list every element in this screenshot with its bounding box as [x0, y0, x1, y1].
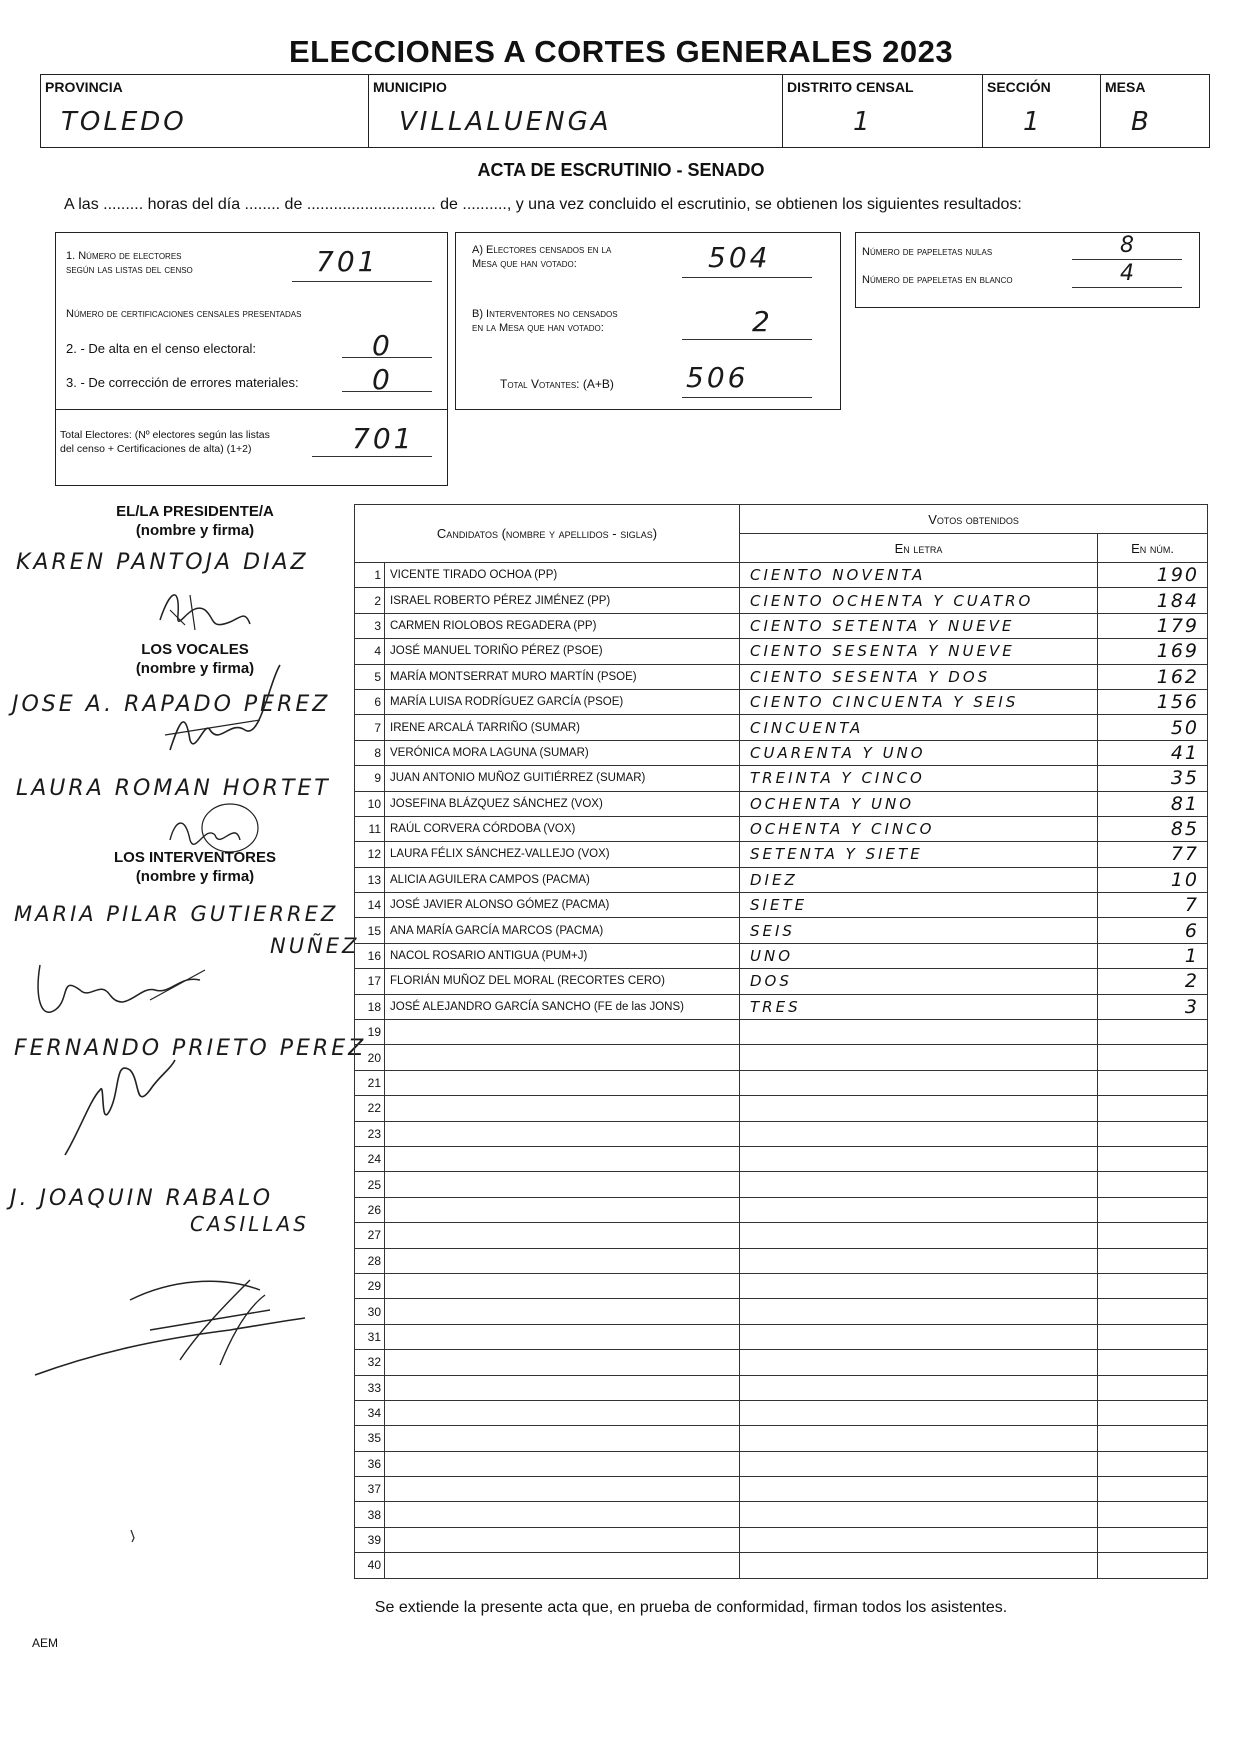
table-row — [355, 1375, 1208, 1400]
candidate-name: ANA MARÍA GARCÍA MARCOS (PACMA) — [385, 918, 740, 943]
row-number: 23 — [355, 1121, 385, 1146]
row-number: 12 — [355, 842, 385, 867]
votes-number: 162 — [1098, 664, 1208, 689]
row-number: 28 — [355, 1248, 385, 1273]
nulas-label: Número de papeletas nulas — [862, 246, 993, 258]
votes-letters — [740, 1324, 1098, 1349]
interventor3-name-line1: J. JOAQUIN RABALO — [10, 1186, 274, 1211]
votes-number: 3 — [1098, 994, 1208, 1019]
row-number: 35 — [355, 1426, 385, 1451]
votes-number — [1098, 1020, 1208, 1045]
candidate-name: JUAN ANTONIO MUÑOZ GUITIÉRREZ (SUMAR) — [385, 766, 740, 791]
votes-letters: SIETE — [740, 893, 1098, 918]
votes-letters: UNO — [740, 943, 1098, 968]
interventor2-signature — [60, 1050, 190, 1160]
row-number: 17 — [355, 969, 385, 994]
votes-letters — [740, 1121, 1098, 1146]
votes-letters: CIENTO SESENTA Y NUEVE — [740, 639, 1098, 664]
table-row — [355, 918, 1208, 943]
row-number: 11 — [355, 816, 385, 841]
vocales-subtitle: (nombre y firma) — [135, 660, 255, 677]
candidate-name — [385, 1375, 740, 1400]
candidate-name — [385, 1146, 740, 1171]
votes-letters — [740, 1553, 1098, 1578]
votantes-b-line — [682, 309, 812, 340]
correccion-label: 3. - De corrección de errores materiales: — [66, 375, 299, 390]
candidate-name: FLORIÁN MUÑOZ DEL MORAL (RECORTES CERO) — [385, 969, 740, 994]
row-number: 37 — [355, 1477, 385, 1502]
votes-letters: CIENTO CINCUENTA Y SEIS — [740, 689, 1098, 714]
votes-number: 35 — [1098, 766, 1208, 791]
total-electores-line2: del censo + Certificaciones de alta) (1+2) — [60, 443, 252, 455]
correccion-value: 0 — [372, 363, 393, 396]
table-row — [355, 1273, 1208, 1298]
table-row — [355, 740, 1208, 765]
votes-number: 81 — [1098, 791, 1208, 816]
votes-number — [1098, 1299, 1208, 1324]
interventores-title: LOS INTERVENTORES — [114, 849, 276, 866]
table-row — [355, 1400, 1208, 1425]
votes-number: 6 — [1098, 918, 1208, 943]
votes-letters: CUARENTA Y UNO — [740, 740, 1098, 765]
votes-number: 50 — [1098, 715, 1208, 740]
candidate-name — [385, 1502, 740, 1527]
interventores-subtitle: (nombre y firma) — [135, 868, 255, 885]
electores-box — [55, 232, 448, 410]
municipio-label: MUNICIPIO — [373, 79, 447, 95]
table-row — [355, 1045, 1208, 1070]
votes-number — [1098, 1121, 1208, 1146]
vocal1-name: JOSE A. RAPADO PEREZ — [12, 692, 331, 717]
votes-letters — [740, 1451, 1098, 1476]
table-row — [355, 1172, 1208, 1197]
table-row — [355, 766, 1208, 791]
row-number: 14 — [355, 893, 385, 918]
candidate-name — [385, 1172, 740, 1197]
votes-number — [1098, 1553, 1208, 1578]
header-box — [40, 74, 1210, 148]
votes-letters — [740, 1172, 1098, 1197]
votantes-b-value: 2 — [752, 305, 773, 338]
mesa-value: B — [1131, 107, 1152, 137]
votes-letters: TRES — [740, 994, 1098, 1019]
table-row — [355, 1527, 1208, 1552]
papeletas-box — [855, 232, 1200, 308]
row-number: 10 — [355, 791, 385, 816]
candidate-name: VICENTE TIRADO OCHOA (PP) — [385, 563, 740, 588]
candidates-table — [354, 504, 1208, 1579]
certificaciones-label: Número de certificaciones censales presentadas — [66, 308, 302, 320]
votes-number — [1098, 1324, 1208, 1349]
table-row — [355, 1146, 1208, 1171]
votes-number — [1098, 1375, 1208, 1400]
table-row — [355, 1350, 1208, 1375]
votes-letters: CIENTO NOVENTA — [740, 563, 1098, 588]
total-votantes-value: 506 — [686, 361, 749, 394]
row-number: 33 — [355, 1375, 385, 1400]
row-number: 26 — [355, 1197, 385, 1222]
votes-letters: OCHENTA Y UNO — [740, 791, 1098, 816]
votes-number — [1098, 1451, 1208, 1476]
seccion-label: SECCIÓN — [987, 79, 1051, 95]
table-row — [355, 1096, 1208, 1121]
votantes-box — [455, 232, 841, 410]
candidate-name: LAURA FÉLIX SÁNCHEZ-VALLEJO (VOX) — [385, 842, 740, 867]
votes-number — [1098, 1273, 1208, 1298]
votantes-a-value: 504 — [708, 241, 771, 274]
electores-label-line1: 1. Número de electores — [66, 250, 182, 262]
votes-letters — [740, 1197, 1098, 1222]
seccion-cell — [983, 75, 1101, 147]
votes-number — [1098, 1477, 1208, 1502]
table-row — [355, 1477, 1208, 1502]
row-number: 36 — [355, 1451, 385, 1476]
votes-number — [1098, 1223, 1208, 1248]
presidente-role — [90, 502, 300, 540]
candidate-name — [385, 1400, 740, 1425]
candidate-name — [385, 1451, 740, 1476]
votes-number: 41 — [1098, 740, 1208, 765]
ink-mark — [128, 1528, 138, 1544]
blanco-label: Número de papeletas en blanco — [862, 274, 1013, 286]
row-number: 16 — [355, 943, 385, 968]
candidate-name — [385, 1045, 740, 1070]
candidate-name: RAÚL CORVERA CÓRDOBA (VOX) — [385, 816, 740, 841]
votes-number: 156 — [1098, 689, 1208, 714]
col-candidatos: Candidatos (nombre y apellidos - siglas) — [355, 505, 740, 563]
votes-number — [1098, 1400, 1208, 1425]
candidate-name: IRENE ARCALÁ TARRIÑO (SUMAR) — [385, 715, 740, 740]
votes-letters: SEIS — [740, 918, 1098, 943]
footer-text: Se extiende la presente acta que, en prueba de conformidad, firman todos los asistentes. — [374, 1599, 1008, 1616]
alta-label: 2. - De alta en el censo electoral: — [66, 341, 257, 356]
acta-subtitle: ACTA DE ESCRUTINIO - SENADO — [477, 160, 765, 180]
total-electores-label — [60, 428, 270, 456]
candidate-name: JOSEFINA BLÁZQUEZ SÁNCHEZ (VOX) — [385, 791, 740, 816]
vocales-title: LOS VOCALES — [141, 641, 249, 658]
presidente-title: EL/LA PRESIDENTE/A — [116, 503, 274, 520]
distrito-label: DISTRITO CENSAL — [787, 79, 914, 95]
table-row — [355, 1248, 1208, 1273]
votes-letters: SETENTA Y SIETE — [740, 842, 1098, 867]
row-number: 32 — [355, 1350, 385, 1375]
votes-letters — [740, 1223, 1098, 1248]
row-number: 4 — [355, 639, 385, 664]
votes-letters: CIENTO SESENTA Y DOS — [740, 664, 1098, 689]
votes-letters: CIENTO OCHENTA Y CUATRO — [740, 588, 1098, 613]
votes-letters — [740, 1502, 1098, 1527]
row-number: 20 — [355, 1045, 385, 1070]
table-row — [355, 588, 1208, 613]
candidate-name — [385, 1273, 740, 1298]
seccion-value: 1 — [1023, 107, 1043, 137]
candidate-name — [385, 1324, 740, 1349]
row-number: 39 — [355, 1527, 385, 1552]
votes-letters — [740, 1400, 1098, 1425]
row-number: 38 — [355, 1502, 385, 1527]
votes-letters — [740, 1070, 1098, 1095]
table-row — [355, 1324, 1208, 1349]
row-number: 15 — [355, 918, 385, 943]
provincia-value: TOLEDO — [61, 107, 187, 137]
votes-letters — [740, 1527, 1098, 1552]
candidate-name: ALICIA AGUILERA CAMPOS (PACMA) — [385, 867, 740, 892]
nulas-value: 8 — [1120, 233, 1137, 258]
votes-number — [1098, 1070, 1208, 1095]
row-number: 24 — [355, 1146, 385, 1171]
votes-letters — [740, 1045, 1098, 1070]
candidate-name — [385, 1223, 740, 1248]
interventores-role — [90, 848, 300, 886]
table-row — [355, 1451, 1208, 1476]
table-row — [355, 664, 1208, 689]
votes-number — [1098, 1146, 1208, 1171]
votantes-a-line1: A) Electores censados en la — [472, 244, 612, 256]
electores-label — [66, 249, 193, 277]
votes-letters: TREINTA Y CINCO — [740, 766, 1098, 791]
votes-number: 184 — [1098, 588, 1208, 613]
row-number: 9 — [355, 766, 385, 791]
votes-number: 169 — [1098, 639, 1208, 664]
municipio-cell — [369, 75, 783, 147]
total-electores-value: 701 — [352, 422, 415, 455]
row-number: 34 — [355, 1400, 385, 1425]
table-row — [355, 994, 1208, 1019]
table-row — [355, 1020, 1208, 1045]
interventor1-name-line2: NUÑEZ — [270, 934, 360, 958]
votes-number: 10 — [1098, 867, 1208, 892]
row-number: 30 — [355, 1299, 385, 1324]
candidate-name — [385, 1096, 740, 1121]
mesa-label: MESA — [1105, 79, 1146, 95]
row-number: 27 — [355, 1223, 385, 1248]
votes-letters — [740, 1020, 1098, 1045]
votes-letters — [740, 1350, 1098, 1375]
votantes-b-line1: B) Interventores no censados — [472, 308, 618, 320]
candidate-name — [385, 1070, 740, 1095]
table-row — [355, 1502, 1208, 1527]
table-row — [355, 943, 1208, 968]
row-number: 22 — [355, 1096, 385, 1121]
votes-number — [1098, 1197, 1208, 1222]
candidate-name: JOSÉ JAVIER ALONSO GÓMEZ (PACMA) — [385, 893, 740, 918]
row-number: 29 — [355, 1273, 385, 1298]
vocal1-signature — [150, 660, 290, 760]
votes-letters — [740, 1426, 1098, 1451]
total-votantes-label: Total Votantes: (A+B) — [500, 377, 614, 391]
vocal2-name: LAURA ROMAN HORTET — [16, 776, 331, 801]
votes-number: 190 — [1098, 563, 1208, 588]
votes-number — [1098, 1527, 1208, 1552]
table-row — [355, 689, 1208, 714]
votes-number — [1098, 1172, 1208, 1197]
table-row — [355, 816, 1208, 841]
candidate-name: NACOL ROSARIO ANTIGUA (PUM+J) — [385, 943, 740, 968]
interventor3-signature — [30, 1270, 310, 1380]
votes-letters — [740, 1146, 1098, 1171]
municipio-value: VILLALUENGA — [399, 107, 612, 137]
votes-number — [1098, 1502, 1208, 1527]
votes-letters: OCHENTA Y CINCO — [740, 816, 1098, 841]
votes-letters: CINCUENTA — [740, 715, 1098, 740]
interventor1-name-line1: MARIA PILAR GUTIERREZ — [14, 902, 339, 926]
candidate-name: MARÍA MONTSERRAT MURO MARTÍN (PSOE) — [385, 664, 740, 689]
row-number: 6 — [355, 689, 385, 714]
table-row — [355, 791, 1208, 816]
table-row — [355, 969, 1208, 994]
candidate-name — [385, 1350, 740, 1375]
votantes-a-label — [472, 243, 611, 271]
interventor3-name-line2: CASILLAS — [190, 1212, 309, 1236]
row-number: 13 — [355, 867, 385, 892]
candidate-name: CARMEN RIOLOBOS REGADERA (PP) — [385, 613, 740, 638]
aem-mark: AEM — [32, 1636, 59, 1650]
row-number: 18 — [355, 994, 385, 1019]
votes-letters: DIEZ — [740, 867, 1098, 892]
row-number: 8 — [355, 740, 385, 765]
table-row — [355, 1197, 1208, 1222]
votes-number: 85 — [1098, 816, 1208, 841]
table-row — [355, 1121, 1208, 1146]
votantes-b-label — [472, 307, 618, 335]
votes-number — [1098, 1426, 1208, 1451]
votes-number: 77 — [1098, 842, 1208, 867]
row-number: 31 — [355, 1324, 385, 1349]
distrito-value: 1 — [853, 107, 873, 137]
table-row — [355, 1426, 1208, 1451]
candidate-name: VERÓNICA MORA LAGUNA (SUMAR) — [385, 740, 740, 765]
electores-label-line2: según las listas del censo — [66, 264, 193, 276]
table-row — [355, 1553, 1208, 1578]
table-row — [355, 563, 1208, 588]
table-row — [355, 639, 1208, 664]
table-row — [355, 1223, 1208, 1248]
candidate-name — [385, 1299, 740, 1324]
distrito-cell — [783, 75, 983, 147]
votes-number: 1 — [1098, 943, 1208, 968]
col-votos: Votos obtenidos — [740, 505, 1208, 534]
votes-number — [1098, 1248, 1208, 1273]
votes-letters — [740, 1477, 1098, 1502]
votes-number — [1098, 1045, 1208, 1070]
row-number: 40 — [355, 1553, 385, 1578]
votes-letters — [740, 1375, 1098, 1400]
table-row — [355, 867, 1208, 892]
presidente-signature — [150, 580, 260, 640]
col-num: En núm. — [1098, 534, 1208, 563]
interventor2-name: FERNANDO PRIETO PEREZ — [14, 1036, 367, 1061]
row-number: 5 — [355, 664, 385, 689]
candidate-name: JOSÉ MANUEL TORIÑO PÉREZ (PSOE) — [385, 639, 740, 664]
electores-value: 701 — [316, 245, 379, 278]
row-number: 19 — [355, 1020, 385, 1045]
row-number: 1 — [355, 563, 385, 588]
table-row — [355, 893, 1208, 918]
votantes-b-line2: en la Mesa que han votado: — [472, 322, 604, 334]
total-electores-line1: Total Electores: (Nº electores según las listas — [60, 429, 270, 441]
votes-number: 179 — [1098, 613, 1208, 638]
row-number: 21 — [355, 1070, 385, 1095]
provincia-cell — [41, 75, 369, 147]
candidate-name — [385, 1248, 740, 1273]
row-number: 7 — [355, 715, 385, 740]
votes-letters: DOS — [740, 969, 1098, 994]
col-letra: En letra — [740, 534, 1098, 563]
document-title: ELECCIONES A CORTES GENERALES 2023 — [288, 34, 954, 69]
votantes-a-line2: Mesa que han votado: — [472, 258, 577, 270]
mesa-cell — [1101, 75, 1211, 147]
votes-letters — [740, 1299, 1098, 1324]
table-row — [355, 842, 1208, 867]
table-row — [355, 613, 1208, 638]
candidate-name: MARÍA LUISA RODRÍGUEZ GARCÍA (PSOE) — [385, 689, 740, 714]
table-row — [355, 715, 1208, 740]
candidate-name — [385, 1426, 740, 1451]
row-number: 3 — [355, 613, 385, 638]
alta-value: 0 — [372, 329, 393, 362]
candidate-name — [385, 1477, 740, 1502]
votes-number: 7 — [1098, 893, 1208, 918]
candidate-name — [385, 1020, 740, 1045]
table-row — [355, 1299, 1208, 1324]
candidate-name — [385, 1527, 740, 1552]
candidate-name: JOSÉ ALEJANDRO GARCÍA SANCHO (FE de las JONS) — [385, 994, 740, 1019]
votes-letters — [740, 1096, 1098, 1121]
provincia-label: PROVINCIA — [45, 79, 123, 95]
row-number: 2 — [355, 588, 385, 613]
votes-number — [1098, 1096, 1208, 1121]
candidate-name: ISRAEL ROBERTO PÉREZ JIMÉNEZ (PP) — [385, 588, 740, 613]
intro-sentence: A las ......... horas del día ........ de ............................. de .........., y una vez concluido el escrutinio, se obtienen los siguientes resultados: — [64, 196, 1022, 213]
votes-letters: CIENTO SETENTA Y NUEVE — [740, 613, 1098, 638]
candidate-name — [385, 1553, 740, 1578]
votes-letters — [740, 1248, 1098, 1273]
table-row — [355, 1070, 1208, 1095]
presidente-name: KAREN PANTOJA DIAZ — [16, 550, 309, 575]
total-electores-box — [55, 409, 448, 486]
candidate-name — [385, 1121, 740, 1146]
interventor1-signature — [30, 955, 220, 1030]
votes-letters — [740, 1273, 1098, 1298]
votes-number: 2 — [1098, 969, 1208, 994]
candidate-name — [385, 1197, 740, 1222]
votes-number — [1098, 1350, 1208, 1375]
blanco-value: 4 — [1120, 261, 1137, 286]
presidente-subtitle: (nombre y firma) — [135, 522, 255, 539]
row-number: 25 — [355, 1172, 385, 1197]
